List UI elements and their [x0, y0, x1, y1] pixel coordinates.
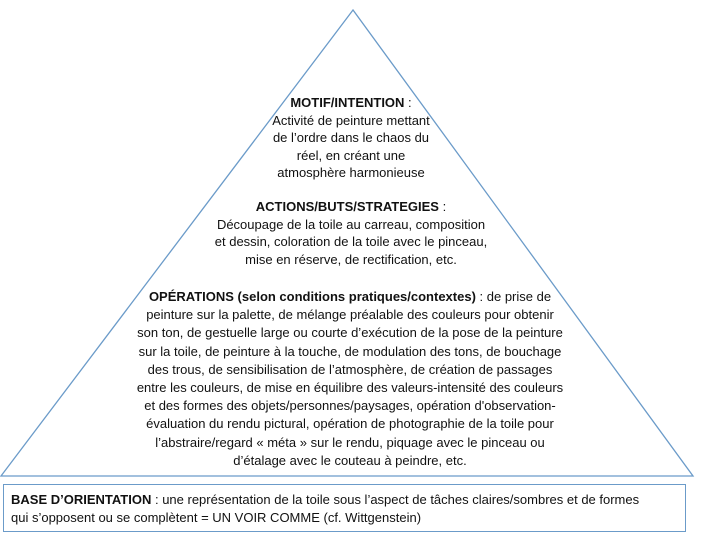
base-line-1-rest: : une représentation de la toile sous l’aspect de tâches claires/sombres et de formes [151, 492, 640, 507]
actions-line: Découpage de la toile au carreau, composition [216, 216, 486, 232]
motif-line: réel, en créant une [296, 147, 406, 163]
operations-line: et des formes des objets/personnes/paysages, opération d'observation- [144, 398, 556, 414]
motif-line: de l’ordre dans le chaos du [272, 130, 430, 145]
motif-line: Activité de peinture mettant [272, 112, 430, 128]
actions-heading-line [170, 198, 532, 216]
actions-buts-strategies-block [170, 198, 532, 268]
operations-line: des trous, de sensibilisation de l’atmosphère, de création de passages [147, 361, 553, 377]
actions-line: et dessin, coloration de la toile avec le pinceau, [214, 234, 488, 249]
motif-intention-block [240, 94, 462, 182]
operations-line: évaluation du rendu pictural, opération de photographie de la toile pour [146, 416, 554, 432]
actions-separator: : [438, 199, 447, 214]
operations-heading: OPÉRATIONS (selon conditions pratiques/contextes) [148, 289, 476, 304]
motif-heading: MOTIF/INTENTION [290, 95, 405, 110]
motif-heading-line [240, 94, 462, 112]
operations-line: sur la toile, de peinture à la touche, de modulation des tons, de bouchage [138, 343, 562, 359]
base-line-2: qui s’opposent ou se complètent = UN VOIR COMME (cf. Wittgenstein) [11, 510, 422, 525]
operations-line: d’étalage avec le couteau à peindre, etc. [233, 452, 467, 468]
operations-line: entre les couleurs, de mise en équilibre des valeurs-intensité des couleurs [136, 380, 564, 396]
base-heading: BASE D’ORIENTATION [11, 492, 152, 507]
actions-heading: ACTIONS/BUTS/STRATEGIES [255, 199, 439, 214]
operations-line: l’abstraire/regard « méta » sur le rendu, piquage avec le pinceau ou [155, 434, 545, 450]
base-line-1 [11, 491, 678, 509]
operations-line: peinture sur la palette, de mélange préalable des couleurs pour obtenir [146, 307, 554, 323]
operations-block [100, 288, 600, 470]
operations-first-line-rest: : de prise de [475, 289, 552, 304]
operations-line: son ton, de gestuelle large ou courte d’exécution de la pose de la peinture [137, 325, 563, 341]
motif-line: atmosphère harmonieuse [277, 165, 425, 180]
actions-line: mise en réserve, de rectification, etc. [245, 251, 457, 267]
operations-heading-line [100, 288, 600, 306]
motif-separator: : [404, 95, 412, 110]
base-orientation-box [3, 484, 686, 532]
